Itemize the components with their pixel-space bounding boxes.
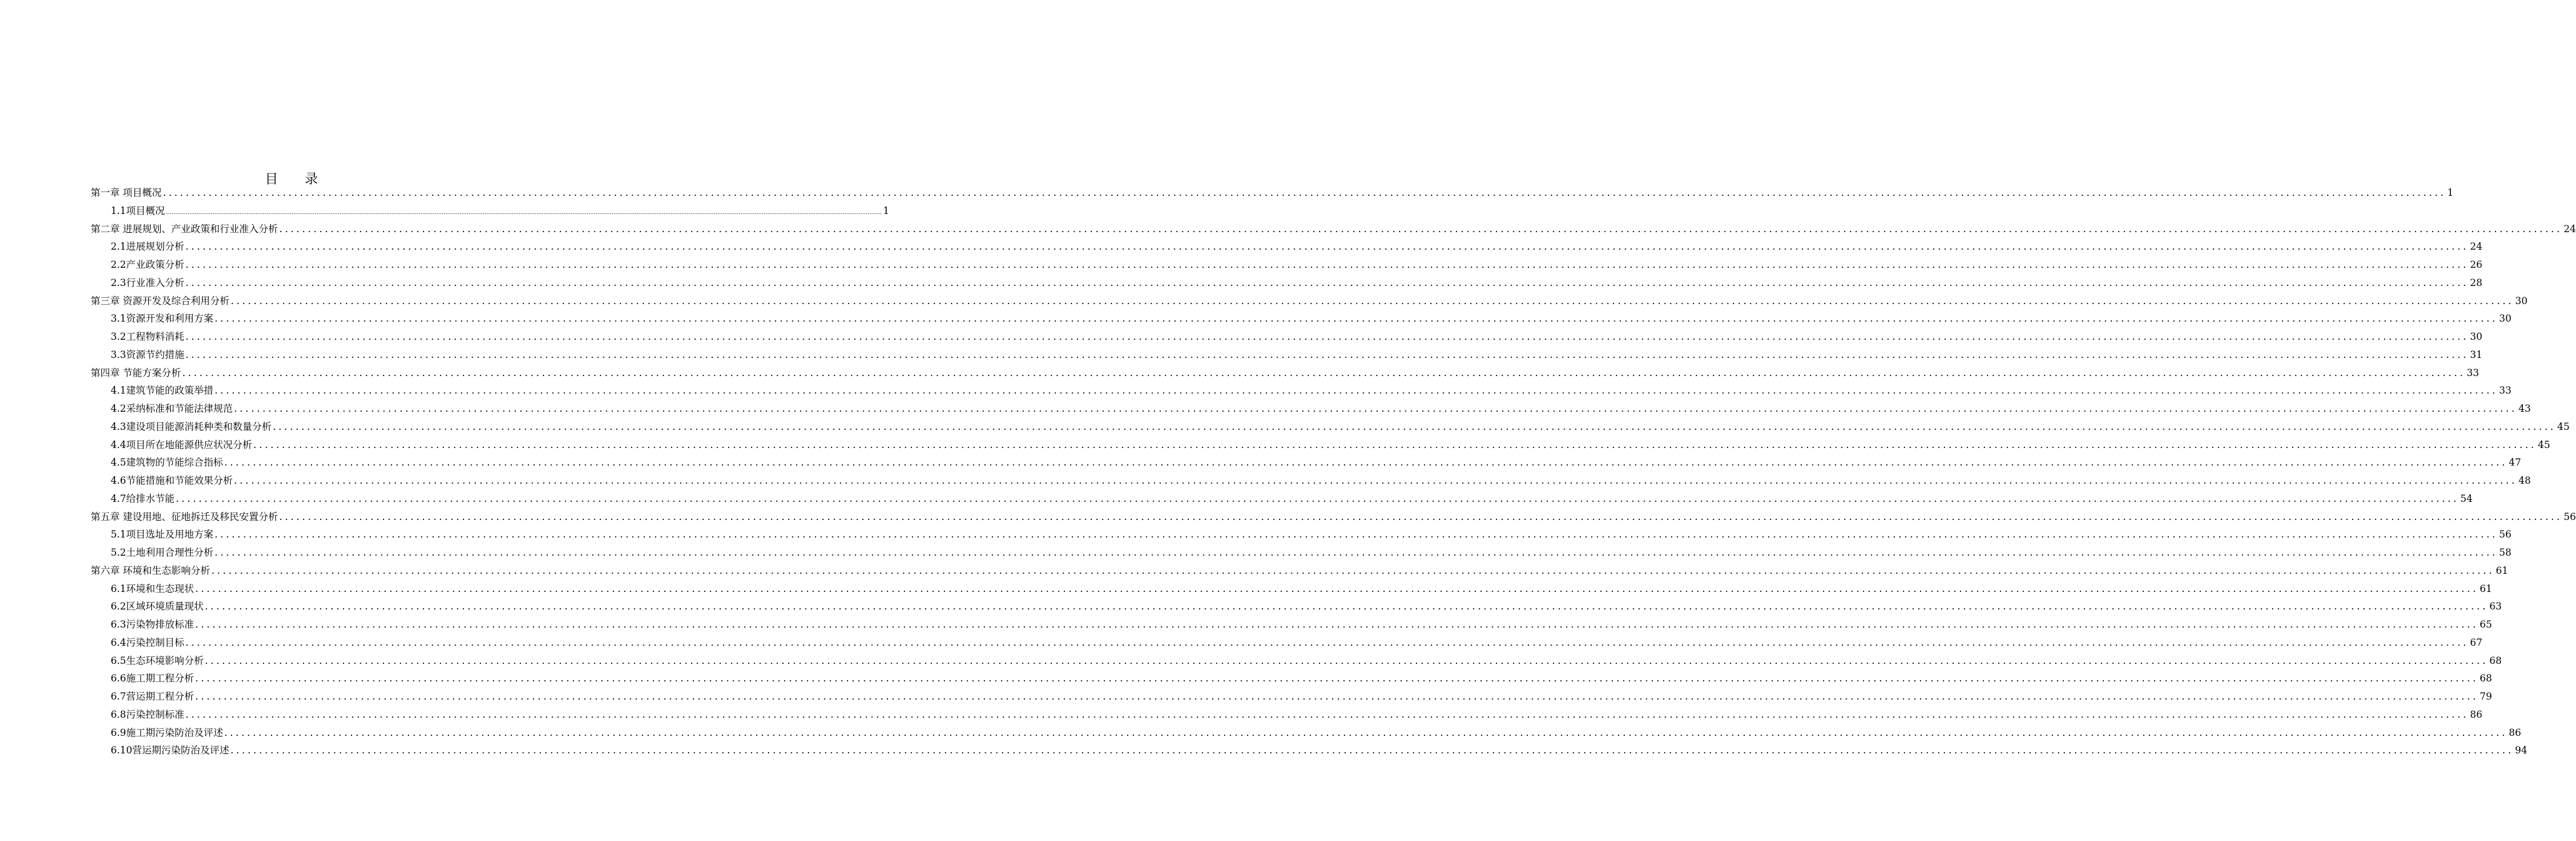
toc-chapter-entry[interactable] — [91, 292, 2528, 310]
toc-entry-label: 3.1资源开发和利用方案 — [111, 313, 214, 325]
toc-section-entry[interactable] — [91, 256, 2483, 274]
toc-page-number: 26 — [2470, 259, 2483, 270]
toc-dot-leader: ................................................................................................................................................................................................................................................................................................................................................................................................................ — [185, 241, 2469, 253]
toc-section-entry[interactable] — [91, 202, 889, 220]
toc-dot-leader: ................................................................................................................................................................................................................................................................................................................................................................................................................ — [215, 547, 2498, 558]
toc-chapter-entry[interactable] — [91, 220, 2576, 238]
toc-page-number: 56 — [2563, 511, 2576, 522]
toc-entry-label: 6.3污染物排放标准 — [111, 619, 194, 630]
toc-dot-leader: ................................................................................................................................................................................................................................................................................................................................................................................................................ — [205, 601, 2488, 613]
toc-section-entry[interactable] — [91, 238, 2483, 256]
toc-entry-label: 6.7营运期工程分析 — [111, 691, 194, 702]
toc-section-entry[interactable] — [91, 346, 2483, 364]
toc-entry-label: 2.3行业准入分析 — [111, 277, 184, 288]
toc-dot-leader: ................................................................................................................................................................................................................................................................................................................................................................................................................ — [234, 403, 2517, 414]
toc-page-number: 47 — [2508, 457, 2522, 469]
toc-entry-label: 第四章 节能方案分析 — [91, 367, 181, 379]
toc-dot-leader: ................................................................................................................................................................................................................................................................................................................................................................................................................ — [215, 313, 2498, 325]
toc-dot-leader: ................................................................................................................................................................................................................................................................................................................................................................................................................ — [185, 259, 2469, 270]
toc-page-number: 67 — [2470, 636, 2483, 648]
toc-section-entry[interactable] — [91, 328, 2483, 346]
toc-entry-label: 第五章 建设用地、征地拆迁及移民安置分析 — [91, 511, 278, 522]
toc-section-entry[interactable] — [91, 706, 2483, 724]
toc-dot-leader: ................................................................................................................................................................................................................................................................................................................................................................................................................ — [185, 636, 2469, 648]
toc-page-number: 28 — [2470, 277, 2483, 288]
toc-page-number: 61 — [2495, 564, 2508, 576]
toc-section-entry[interactable] — [91, 436, 2550, 454]
toc-dot-leader: ................................................................................................................................................................................................................................................................................................................................................................................................................ — [185, 708, 2469, 720]
toc-entry-label: 6.10营运期污染防治及评述 — [111, 745, 230, 757]
toc-dot-leader: ................................................................................................................................................................................................................................................................................................................................................................................................................ — [182, 367, 2466, 379]
toc-section-entry[interactable] — [91, 382, 2512, 400]
toc-page-number: 86 — [2470, 708, 2483, 720]
toc-page-number: 1 — [2447, 187, 2454, 198]
toc-page-number: 31 — [2470, 349, 2483, 360]
toc-page-number: 63 — [2489, 601, 2502, 613]
toc-dot-leader: ................................................................................................................................................................................................................................................................................................................................................................................................................ — [211, 564, 2495, 576]
toc-entry-label: 第二章 进展规划、产业政策和行业准入分析 — [91, 223, 278, 235]
toc-page-number: 30 — [2498, 313, 2512, 325]
toc-section-entry[interactable] — [91, 688, 2492, 706]
toc-chapter-entry[interactable] — [91, 562, 2508, 580]
toc-dot-leader: ................................................................................................................................................................................................................................................................................................................................................................................................................ — [230, 745, 2514, 757]
toc-entry-label: 第六章 环境和生态影响分析 — [91, 564, 210, 576]
toc-chapter-entry[interactable] — [91, 184, 2454, 202]
toc-entry-label: 4.7给排水节能 — [111, 492, 175, 504]
toc-entry-label: 6.4污染控制目标 — [111, 636, 184, 648]
toc-dot-leader: ................................................................................................................................................................................................................................................................................................................................................................................................................ — [185, 277, 2469, 288]
toc-section-entry[interactable] — [91, 472, 2531, 490]
toc-entry-label: 4.6节能措施和节能效果分析 — [111, 475, 233, 486]
toc-dot-leader: ................................................................................................................................................................................................................................................................................................................................................................................................................ — [195, 619, 2478, 630]
toc-dot-leader: ................................................................................................................................................................................................................................................................................................................................................................................................................ — [195, 583, 2478, 594]
toc-page-number: 68 — [2479, 673, 2492, 685]
toc-entry-label: 6.9施工期污染防治及评述 — [111, 726, 223, 738]
toc-dot-leader: ................................................................................................................................................................................................................................................................................................................................................................................................................ — [163, 187, 2447, 198]
toc-section-entry[interactable] — [91, 454, 2522, 472]
toc-page-number: 24 — [2563, 223, 2576, 235]
toc-dot-leader: ................................................................................................................................................................................................................................................................................................................................................................................................................ — [224, 457, 2508, 469]
toc-section-entry[interactable] — [91, 580, 2492, 598]
toc-page-number: 30 — [2470, 331, 2483, 342]
toc-page-number: 33 — [2467, 367, 2479, 379]
toc-page-number: 43 — [2518, 403, 2531, 414]
toc-dot-leader: ................................................................................................................................................................................................................................................................................................................................................................................................................ — [195, 691, 2478, 702]
toc-dot-leader: ................................................................................................................................................................................................................................................................................................................................................................................................................ — [195, 673, 2478, 685]
toc-page-number: 24 — [2470, 241, 2483, 253]
toc-section-entry[interactable] — [91, 400, 2531, 418]
toc-entry-label: 4.5建筑物的节能综合指标 — [111, 457, 223, 469]
toc-title: 目 录 — [265, 171, 330, 186]
toc-chapter-entry[interactable] — [91, 508, 2576, 526]
toc-page-number: 54 — [2460, 492, 2473, 504]
toc-section-entry[interactable] — [91, 724, 2522, 742]
toc-entry-label: 6.1环境和生态现状 — [111, 583, 194, 594]
toc-section-entry[interactable] — [91, 544, 2512, 562]
toc-page-number: 56 — [2498, 529, 2512, 541]
toc-entry-label: 第一章 项目概况 — [91, 187, 162, 198]
toc-entry-label: 5.2土地利用合理性分析 — [111, 547, 214, 558]
toc-page-number: 45 — [2557, 421, 2570, 432]
toc-dot-leader: ................................................................................................................................................................................................................................................................................................................................................................................................................ — [185, 331, 2469, 342]
toc-entry-label: 4.1建筑节能的政策举措 — [111, 385, 214, 397]
toc-page-number: 68 — [2489, 655, 2502, 666]
toc-entry-label: 6.5生态环境影响分析 — [111, 655, 204, 666]
toc-dot-leader: ................................................................................................................................................................................................................................................................................................................................................................................................................ — [253, 439, 2537, 451]
toc-section-entry[interactable] — [91, 526, 2512, 544]
toc-dot-leader: ................................................................................................................................................................................................................................................................................................................................................................................................................ — [279, 223, 2563, 235]
toc-entry-label: 1.1项目概况 — [111, 205, 165, 217]
toc-page-number: 48 — [2518, 475, 2531, 486]
toc-page-number: 30 — [2515, 295, 2528, 307]
toc-page-number: 86 — [2508, 726, 2522, 738]
toc-entry-label: 2.2产业政策分析 — [111, 259, 184, 270]
toc-entry-label: 6.8污染控制标准 — [111, 708, 184, 720]
toc-dot-leader: ................................................................................................................................................................................................................................................................................................................................................................................................................ — [279, 511, 2563, 522]
toc-dot-leader: ................................................................................................................................................................................................................................................................................................................................................................................................................ — [230, 295, 2514, 307]
toc-entry-label: 6.2区域环境质量现状 — [111, 601, 204, 613]
toc-page-number: 1 — [883, 205, 889, 217]
toc-entry-label: 2.1进展规划分析 — [111, 241, 184, 253]
toc-section-entry[interactable] — [91, 634, 2483, 652]
toc-section-entry[interactable] — [91, 490, 2473, 508]
toc-section-entry[interactable] — [91, 310, 2512, 328]
toc-entry-label: 4.4项目所在地能源供应状况分析 — [111, 439, 253, 451]
toc-page-number: 79 — [2479, 691, 2492, 702]
toc-entry-label: 5.1项目选址及用地方案 — [111, 529, 214, 541]
toc-dot-leader: ................................................................................................................................................................................................................................................................................................................................................................................................................ — [215, 529, 2498, 541]
toc-page-number: 61 — [2479, 583, 2492, 594]
toc-section-entry[interactable] — [91, 418, 2570, 436]
toc-section-entry[interactable] — [91, 670, 2492, 688]
toc-entry-label: 3.2工程物料消耗 — [111, 331, 184, 342]
toc-section-entry[interactable] — [91, 598, 2502, 616]
toc-chapter-entry[interactable] — [91, 364, 2479, 382]
toc-dot-leader: ................................................................................................................................................................................................................................................................................................................................................................................................................ — [176, 492, 2459, 504]
toc-entry-label: 3.3资源节约措施 — [111, 349, 184, 360]
toc-section-entry[interactable] — [91, 652, 2502, 670]
toc-page-number: 45 — [2537, 439, 2550, 451]
toc-dot-leader: ................................................................................................................................................................................................................................................................................................................................................................................................................ — [166, 209, 882, 216]
toc-page-number: 33 — [2498, 385, 2512, 397]
toc-dot-leader: ................................................................................................................................................................................................................................................................................................................................................................................................................ — [185, 349, 2469, 360]
toc-section-entry[interactable] — [91, 274, 2483, 292]
toc-dot-leader: ................................................................................................................................................................................................................................................................................................................................................................................................................ — [273, 421, 2556, 432]
toc-entry-label: 4.3建设项目能源消耗种类和数量分析 — [111, 421, 272, 432]
toc-dot-leader: ................................................................................................................................................................................................................................................................................................................................................................................................................ — [215, 385, 2498, 397]
toc-page-number: 94 — [2515, 745, 2528, 757]
toc-dot-leader: ................................................................................................................................................................................................................................................................................................................................................................................................................ — [205, 655, 2488, 666]
toc-entry-label: 6.6施工期工程分析 — [111, 673, 194, 685]
toc-section-entry[interactable] — [91, 616, 2492, 634]
toc-page-number: 65 — [2479, 619, 2492, 630]
toc-list — [91, 184, 2576, 760]
toc-section-entry[interactable] — [91, 742, 2528, 760]
toc-page-number: 58 — [2498, 547, 2512, 558]
toc-entry-label: 4.2采纳标准和节能法律规范 — [111, 403, 233, 414]
toc-dot-leader: ................................................................................................................................................................................................................................................................................................................................................................................................................ — [234, 475, 2517, 486]
toc-entry-label: 第三章 资源开发及综合利用分析 — [91, 295, 230, 307]
toc-dot-leader: ................................................................................................................................................................................................................................................................................................................................................................................................................ — [224, 726, 2508, 738]
